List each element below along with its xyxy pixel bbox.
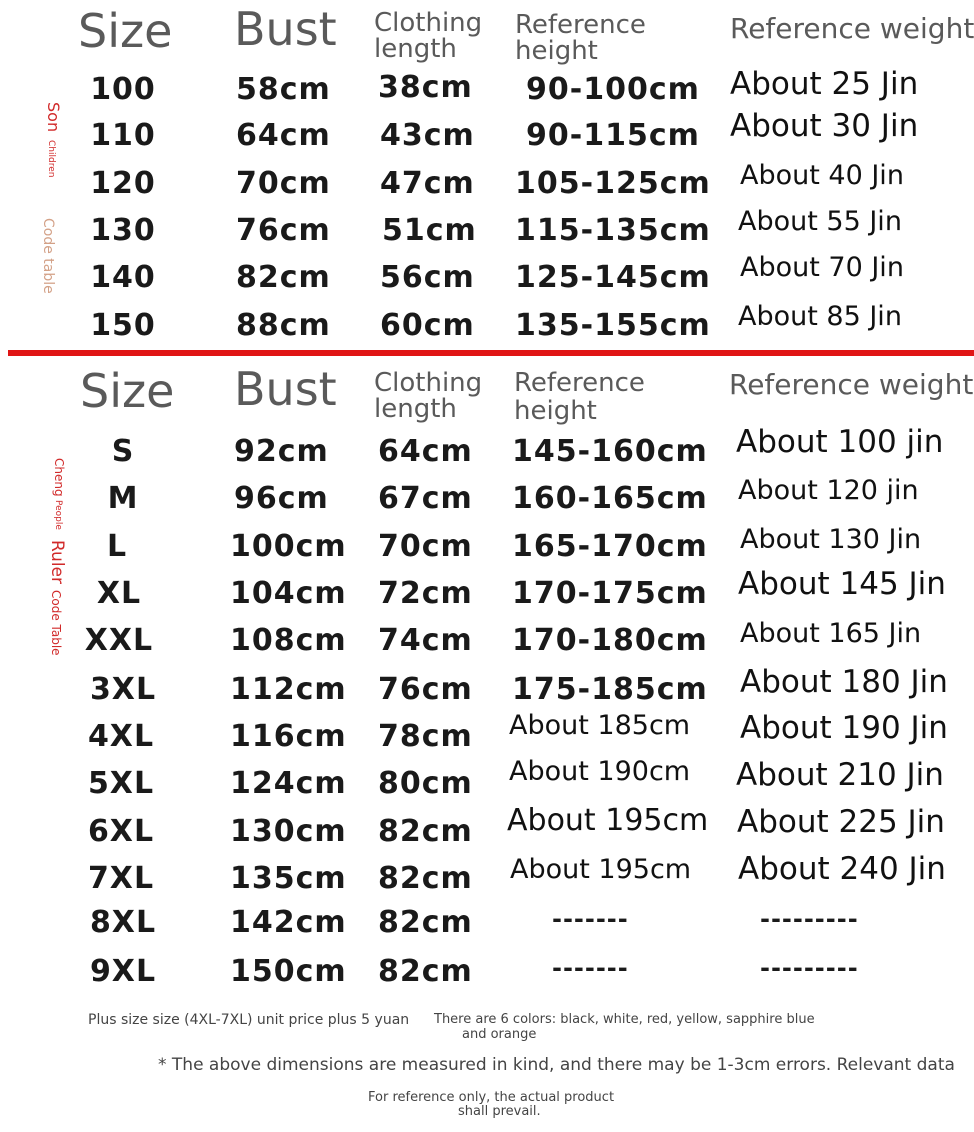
weight-cell: About 40 Jin <box>740 160 904 191</box>
height-cell: 105-125cm <box>515 166 711 201</box>
header-weight: Reference weight <box>730 12 974 45</box>
height-cell: About 195cm <box>510 854 692 885</box>
height-cell: 135-155cm <box>515 308 711 343</box>
height-cell: 165-170cm <box>512 529 708 564</box>
height-cell: 145-160cm <box>512 434 708 469</box>
header-height-line1: Reference <box>515 10 646 40</box>
length-cell: 78cm <box>378 719 473 754</box>
bust-cell: 150cm <box>230 954 347 989</box>
height-cell: 115-135cm <box>515 213 711 248</box>
length-cell: 82cm <box>378 861 473 896</box>
bust-cell: 82cm <box>236 260 331 295</box>
weight-cell: About 55 Jin <box>738 206 902 237</box>
length-cell: 38cm <box>378 70 473 105</box>
size-cell: 8XL <box>89 905 157 940</box>
length-cell: 67cm <box>378 481 473 516</box>
height-cell: 160-165cm <box>512 481 708 516</box>
bust-cell: 108cm <box>230 623 347 658</box>
weight-cell: About 190 Jin <box>740 710 948 746</box>
height-cell: ------- <box>552 905 629 933</box>
bust-cell: 135cm <box>230 861 347 896</box>
bust-cell: 64cm <box>236 118 331 153</box>
height-cell: 170-175cm <box>512 576 708 611</box>
length-cell: 72cm <box>378 576 473 611</box>
length-cell: 51cm <box>382 213 477 248</box>
side-label-code-table: Code Table <box>49 590 63 656</box>
bust-cell: 112cm <box>230 672 347 707</box>
header-size: Size <box>80 364 175 418</box>
bust-cell: 70cm <box>236 166 331 201</box>
weight-cell: About 145 Jin <box>738 566 946 602</box>
size-cell: 110 <box>90 118 156 153</box>
weight-cell: --------- <box>760 905 859 933</box>
weight-cell: About 120 jin <box>738 475 919 506</box>
header-bust: Bust <box>234 362 337 416</box>
weight-cell: About 165 Jin <box>740 618 922 649</box>
side-label-children: Children <box>46 140 56 178</box>
size-cell: 3XL <box>89 672 157 707</box>
length-cell: 43cm <box>380 118 475 153</box>
size-cell: XL <box>96 576 142 611</box>
bust-cell: 130cm <box>230 814 347 849</box>
length-cell: 82cm <box>378 814 473 849</box>
size-cell: 120 <box>90 166 156 201</box>
weight-cell: About 130 Jin <box>740 524 922 555</box>
height-cell: 125-145cm <box>515 260 711 295</box>
header-height-line2: height <box>514 396 597 426</box>
bust-cell: 100cm <box>230 529 347 564</box>
side-label-ruler: Ruler <box>47 540 67 584</box>
length-cell: 82cm <box>378 905 473 940</box>
size-cell: 140 <box>90 260 156 295</box>
side-label-son: Son <box>44 102 63 133</box>
header-height-line1: Reference <box>514 368 645 398</box>
height-cell: About 185cm <box>509 710 691 741</box>
height-cell: About 195cm <box>507 803 709 838</box>
size-cell: 130 <box>90 213 156 248</box>
side-label-code-table: Code table <box>40 218 56 294</box>
header-bust: Bust <box>234 2 337 56</box>
dimensions-note: * The above dimensions are measured in kind, and there may be 1-3cm errors. Relevant data <box>158 1055 955 1075</box>
bust-cell: 92cm <box>234 434 329 469</box>
size-cell: XXL <box>84 623 154 658</box>
length-cell: 60cm <box>380 308 475 343</box>
height-cell: About 190cm <box>509 756 691 787</box>
length-cell: 74cm <box>378 623 473 658</box>
header-weight: Reference weight <box>729 368 974 401</box>
reference-note-line2: shall prevail. <box>458 1104 541 1119</box>
colors-note-line1: There are 6 colors: black, white, red, yellow, sapphire blue <box>434 1012 815 1027</box>
size-cell: S <box>111 434 135 469</box>
length-cell: 76cm <box>378 672 473 707</box>
weight-cell: About 100 jin <box>736 424 944 460</box>
weight-cell: About 225 Jin <box>737 804 945 840</box>
weight-cell: About 25 Jin <box>730 66 919 102</box>
bust-cell: 96cm <box>234 481 329 516</box>
header-height-line2: height <box>515 36 598 66</box>
size-cell: 100 <box>90 72 156 107</box>
header-size: Size <box>78 4 173 58</box>
bust-cell: 142cm <box>230 905 347 940</box>
section-divider <box>8 350 974 356</box>
bust-cell: 88cm <box>236 308 331 343</box>
size-cell: 150 <box>90 308 156 343</box>
colors-note-line2: and orange <box>462 1027 537 1042</box>
bust-cell: 58cm <box>236 72 331 107</box>
height-cell: 170-180cm <box>512 623 708 658</box>
size-cell: 9XL <box>89 954 157 989</box>
height-cell: 90-100cm <box>526 72 700 107</box>
length-cell: 64cm <box>378 434 473 469</box>
header-length-line1: Clothing <box>374 8 483 38</box>
size-cell: 4XL <box>87 719 155 754</box>
bust-cell: 104cm <box>230 576 347 611</box>
size-cell: L <box>106 529 128 564</box>
bust-cell: 116cm <box>230 719 347 754</box>
height-cell: 90-115cm <box>526 118 700 153</box>
height-cell: ------- <box>552 954 629 982</box>
reference-note-line1: For reference only, the actual product <box>368 1090 615 1105</box>
weight-cell: About 30 Jin <box>730 108 919 144</box>
length-cell: 56cm <box>380 260 475 295</box>
size-cell: M <box>107 481 139 516</box>
length-cell: 80cm <box>378 766 473 801</box>
header-length-line1: Clothing <box>374 368 483 398</box>
bust-cell: 124cm <box>230 766 347 801</box>
size-cell: 6XL <box>87 814 155 849</box>
side-label-people: People <box>53 500 63 530</box>
height-cell: 175-185cm <box>512 672 708 707</box>
size-cell: 5XL <box>87 766 155 801</box>
header-length-line2: length <box>374 34 457 64</box>
weight-cell: --------- <box>760 954 859 982</box>
length-cell: 47cm <box>380 166 475 201</box>
length-cell: 82cm <box>378 954 473 989</box>
weight-cell: About 85 Jin <box>738 301 902 332</box>
header-length-line2: length <box>374 394 457 424</box>
side-label-cheng: Cheng <box>52 458 66 497</box>
plus-size-note: Plus size size (4XL-7XL) unit price plus 5 yuan <box>88 1012 410 1028</box>
weight-cell: About 210 Jin <box>736 757 944 793</box>
bust-cell: 76cm <box>236 213 331 248</box>
length-cell: 70cm <box>378 529 473 564</box>
weight-cell: About 180 Jin <box>740 664 948 700</box>
weight-cell: About 70 Jin <box>740 252 904 283</box>
weight-cell: About 240 Jin <box>738 851 946 887</box>
size-cell: 7XL <box>87 861 155 896</box>
